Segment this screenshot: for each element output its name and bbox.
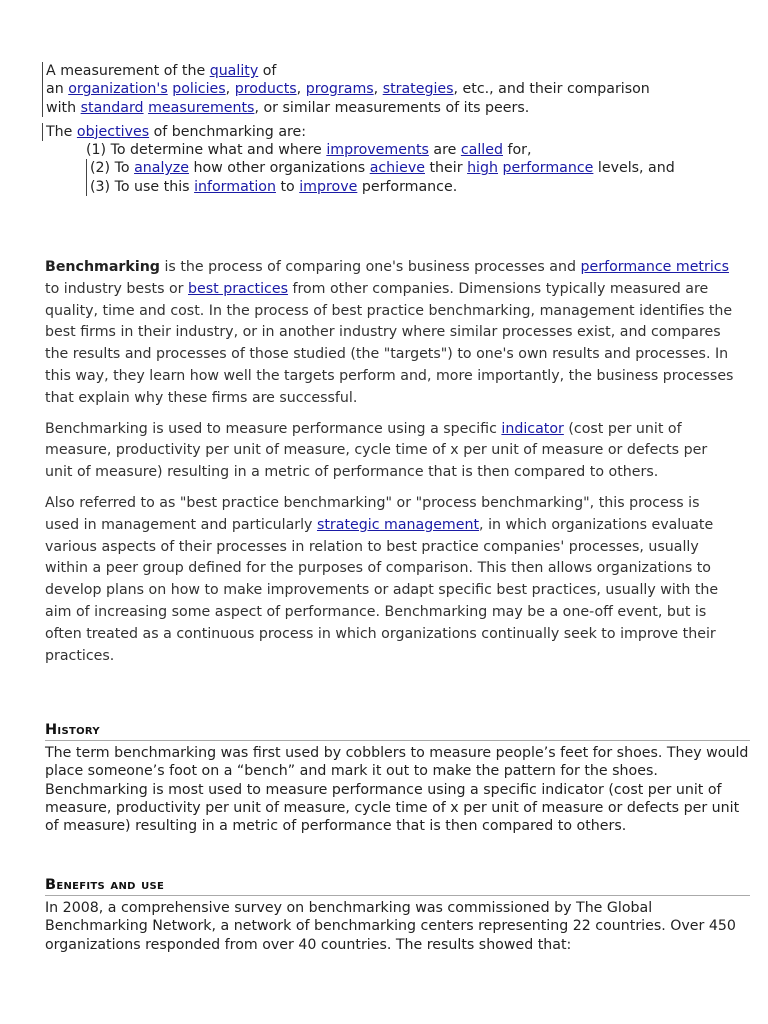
link-programs[interactable]: programs xyxy=(305,81,374,98)
section-heading: Benefits and use xyxy=(45,877,750,896)
paragraph xyxy=(45,493,735,667)
definition-block xyxy=(42,62,742,196)
section-heading: History xyxy=(45,722,750,741)
text: (2) To xyxy=(90,160,135,177)
text: Also referred to as "best practice benchmarking" or "process benchmarking", this process is used in management and particularly xyxy=(45,494,700,533)
list-item xyxy=(86,141,742,159)
text: from other companies. Dimensions typically measured are quality, time and cost. In the process of best practice benchmarking, management identifies the best firms in their industry, or in another industry where similar processes exist, and compares the results and processes of those studied (the "targets") to one's own results and processes. In this way, they learn how well the targets perform and, more importantly, the business processes that explain why these firms are successful. xyxy=(45,280,734,406)
link-improvements[interactable]: improvements xyxy=(326,142,429,159)
text: performance. xyxy=(357,178,458,195)
text: an xyxy=(46,81,69,98)
link-organizations[interactable]: organization's xyxy=(68,81,168,98)
term-bold: Benchmarking xyxy=(45,259,160,275)
paragraph xyxy=(45,257,735,410)
objectives-list xyxy=(86,141,742,196)
definition-paragraph: A measurement of the quality of an organization's policies, products, programs, strategies, etc., and their comparison with standard measurements, or similar measurements of its peers. xyxy=(42,62,742,117)
text: are xyxy=(428,142,461,159)
link-high[interactable]: high xyxy=(467,160,498,177)
list-item xyxy=(86,159,742,177)
text: The xyxy=(46,123,77,140)
link-best-practices[interactable]: best practices xyxy=(188,280,288,297)
link-information[interactable]: information xyxy=(194,178,276,195)
link-objectives[interactable]: objectives xyxy=(76,123,150,140)
text: Benchmarking is used to measure performance using a specific xyxy=(45,420,502,437)
section-text: The term benchmarking was first used by cobblers to measure people’s feet for shoes. They would place someone’s foot on a “bench” and mark it out to make the pattern for the shoes. Benchmarking is most used to measure performance using a specific indicator (cost per unit of measure, productivity per unit of measure, cycle time of x per unit of measure or defects per unit of measure) resulting in a metric of performance that is then compared to others. xyxy=(45,745,749,835)
link-analyze[interactable]: analyze xyxy=(134,160,189,177)
text: A measurement of the xyxy=(46,63,210,79)
link-indicator[interactable]: indicator xyxy=(501,420,564,437)
history-section xyxy=(45,722,750,835)
link-measurements[interactable]: measurements xyxy=(148,99,255,116)
link-achieve[interactable]: achieve xyxy=(369,160,425,177)
objectives-intro xyxy=(42,123,742,141)
link-performance-metrics[interactable]: performance metrics xyxy=(580,259,729,275)
text: with xyxy=(46,99,81,116)
list-item xyxy=(86,178,742,196)
link-standard[interactable]: standard xyxy=(80,99,144,116)
link-products[interactable]: products xyxy=(234,81,297,98)
text: how other organizations xyxy=(188,160,370,177)
text: their xyxy=(424,160,468,177)
text: to xyxy=(275,178,300,195)
link-strategic-management[interactable]: strategic management xyxy=(316,516,480,533)
link-quality[interactable]: quality xyxy=(209,63,259,79)
text: (cost per unit of measure, productivity per unit of measure, cycle time of x per unit of measure or defects per unit of measure) resulting in a metric of performance that is then compared to others. xyxy=(45,420,708,481)
text: (3) To use this xyxy=(90,178,195,195)
text: to industry bests or xyxy=(45,280,188,297)
link-improve[interactable]: improve xyxy=(299,178,358,195)
text: , etc., and their comparison xyxy=(453,81,650,98)
text: , or similar measurements of its peers. xyxy=(254,99,530,116)
text: is the process of comparing one's business processes and xyxy=(159,259,581,275)
link-performance[interactable]: performance xyxy=(502,160,594,177)
section-text: In 2008, a comprehensive survey on benchmarking was commissioned by The Global Benchmarking Network, a network of benchmarking centers representing 22 countries. Over 450 organizations responded from over 40 countries. The results showed that: xyxy=(45,900,736,953)
link-policies[interactable]: policies xyxy=(172,81,226,98)
text: of xyxy=(258,63,277,79)
text: levels, and xyxy=(593,160,675,177)
text: (1) To determine what and where xyxy=(86,142,327,159)
benefits-section xyxy=(45,877,750,954)
link-strategies[interactable]: strategies xyxy=(382,81,454,98)
article-body xyxy=(45,257,735,676)
paragraph xyxy=(45,419,735,484)
text: of benchmarking are: xyxy=(149,123,307,140)
text: for, xyxy=(503,142,532,159)
text: , in which organizations evaluate various aspects of their processes in relation to best practice companies' processes, usually within a peer group defined for the purposes of comparison. This then allows organizations to develop plans on how to make improvements or adapt specific best practices, usually with the aim of increasing some aspect of performance. Benchmarking may be a one-off event, but is often treated as a continuous process in which organizations continually seek to improve their practices. xyxy=(45,516,719,664)
link-called[interactable]: called xyxy=(460,142,503,159)
